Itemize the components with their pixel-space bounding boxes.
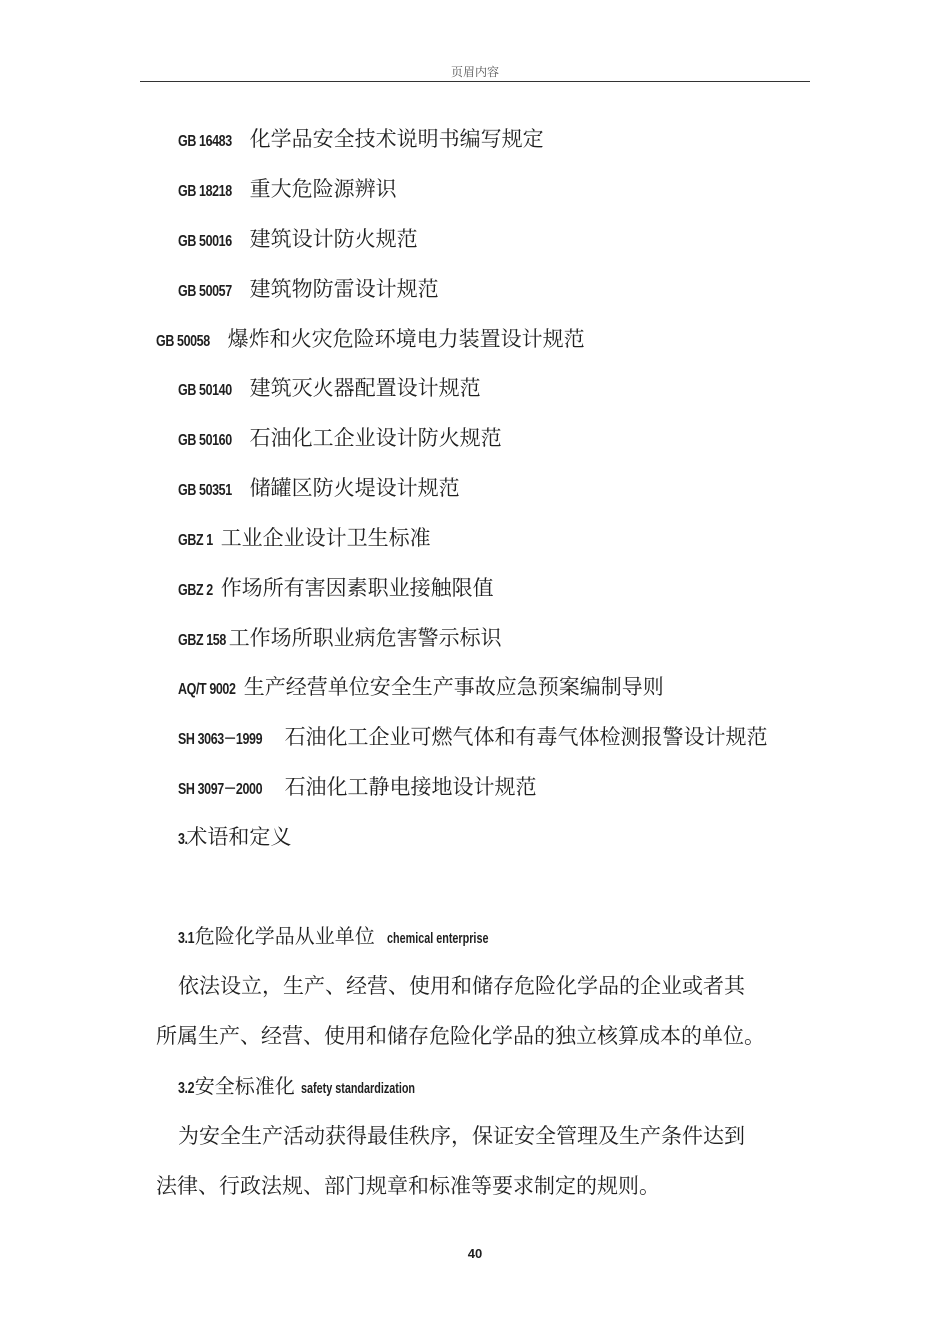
term-number: 3.1 xyxy=(178,930,195,947)
term-title-cn: 安全标准化 xyxy=(194,1074,295,1098)
term-definition: 为安全生产活动获得最佳秩序，保证安全管理及生产条件达到 xyxy=(178,1124,745,1148)
standard-item xyxy=(178,425,502,454)
standard-item xyxy=(178,575,494,604)
term-definition: 依法设立，生产、经营、使用和储存危险化学品的企业或者其 xyxy=(178,974,745,998)
standard-item xyxy=(178,176,397,205)
standard-item xyxy=(178,724,768,753)
standard-title: 爆炸和火灾危险环境电力装置设计规范 xyxy=(227,327,585,351)
standard-title: 工业企业设计卫生标准 xyxy=(220,526,431,550)
standard-code: GB 16483 xyxy=(178,133,232,150)
section-number: 3. xyxy=(178,831,188,848)
standard-code: GB 50057 xyxy=(178,283,232,300)
standard-item xyxy=(178,475,460,504)
standard-title: 工作场所职业病危害警示标识 xyxy=(228,626,502,650)
term-title-en: safety standardization xyxy=(301,1080,416,1097)
standard-code: GB 50016 xyxy=(178,233,232,250)
term-title-en: chemical enterprise xyxy=(387,930,489,947)
standard-code: GB 50351 xyxy=(178,482,232,499)
standard-code: GBZ 2 xyxy=(178,582,213,599)
standard-title: 储罐区防火堤设计规范 xyxy=(249,476,460,500)
term-definition: 所属生产、经营、使用和储存危险化学品的独立核算成本的单位。 xyxy=(156,1024,765,1048)
standard-item xyxy=(178,276,439,305)
standard-title: 建筑设计防火规范 xyxy=(249,227,418,251)
section-title: 术语和定义 xyxy=(186,825,292,849)
standard-code: GBZ 158 xyxy=(178,632,226,649)
standard-title: 建筑物防雷设计规范 xyxy=(249,277,439,301)
standard-item xyxy=(156,326,585,355)
term-title-cn: 危险化学品从业单位 xyxy=(194,924,375,948)
standard-title: 生产经营单位安全生产事故应急预案编制导则 xyxy=(243,675,664,699)
section-heading xyxy=(178,824,291,853)
term-heading xyxy=(178,1073,459,1102)
standard-item xyxy=(178,226,418,255)
standard-item xyxy=(178,375,481,404)
standard-code: GB 50140 xyxy=(178,382,232,399)
standard-item xyxy=(178,774,537,803)
standard-title: 作场所有害因素职业接触限值 xyxy=(220,576,494,600)
standard-item xyxy=(178,126,544,155)
standard-code: GBZ 1 xyxy=(178,532,213,549)
standard-title: 石油化工企业可燃气体和有毒气体检测报警设计规范 xyxy=(284,725,768,749)
standard-code: AQ/T 9002 xyxy=(178,681,236,698)
standard-title: 石油化工静电接地设计规范 xyxy=(284,775,537,799)
standard-code: SH 3063－1999 xyxy=(178,731,263,748)
header-rule xyxy=(140,81,810,82)
term-definition: 法律、行政法规、部门规章和标准等要求制定的规则。 xyxy=(156,1174,660,1198)
standard-title: 建筑灭火器配置设计规范 xyxy=(249,376,481,400)
standard-code: GB 18218 xyxy=(178,183,232,200)
standard-code: GB 50160 xyxy=(178,432,232,449)
standard-code: GB 50058 xyxy=(156,333,210,350)
standard-item xyxy=(178,625,502,654)
term-heading xyxy=(178,923,528,952)
page-number: 40 xyxy=(467,1246,483,1261)
standard-title: 石油化工企业设计防火规范 xyxy=(249,426,502,450)
standard-title: 重大危险源辨识 xyxy=(249,177,397,201)
page-header: 页眉内容 xyxy=(450,65,499,79)
term-number: 3.2 xyxy=(178,1080,195,1097)
standard-item xyxy=(178,674,664,703)
standard-code: SH 3097－2000 xyxy=(178,781,263,798)
standard-title: 化学品安全技术说明书编写规定 xyxy=(249,127,544,151)
standard-item xyxy=(178,525,431,554)
